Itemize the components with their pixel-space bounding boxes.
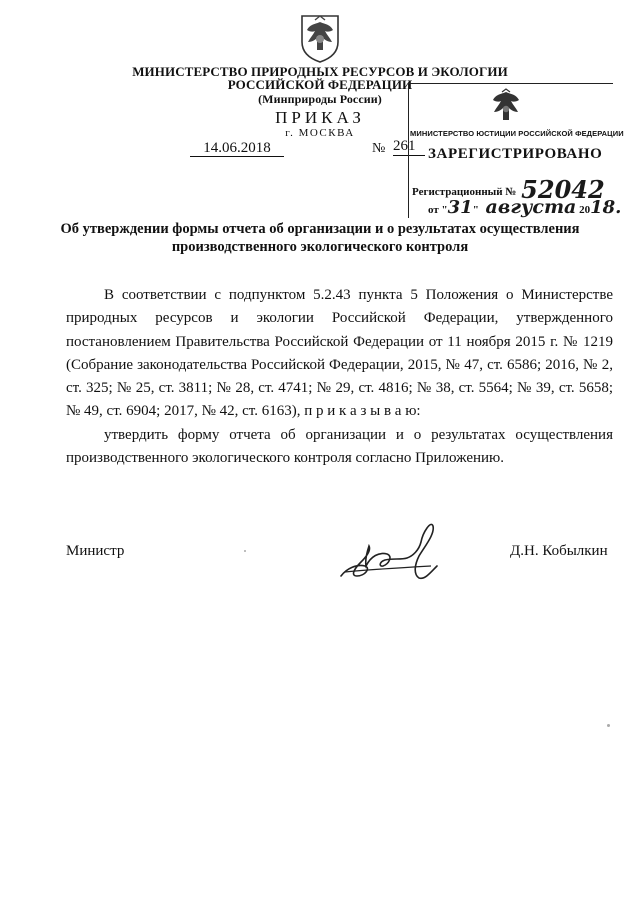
stamp-date-year-prefix: 20 [579,204,591,216]
scan-speck [607,724,610,727]
stamp-date-year: 18. [590,197,622,218]
stamp-reg-number: 52042 [521,175,605,204]
stamp-date-prefix: от " [428,204,448,216]
ministry-name-line1: МИНИСТЕРСТВО ПРИРОДНЫХ РЕСУРСОВ И ЭКОЛОГИИ [132,64,508,79]
signatory-name: Д.Н. Кобылкин [510,543,608,559]
scan-speck [244,550,246,552]
coat-of-arms-icon [296,12,344,64]
stamp-reg-label: Регистрационный № [412,186,517,198]
ministry-name-line2: РОССИЙСКОЙ ФЕДЕРАЦИИ [227,77,413,92]
stamp-date-day: 31 [447,197,473,218]
document-type: ПРИКАЗ [275,108,365,127]
signatory-position: Министр [66,543,125,559]
document-number: 261 [393,138,425,156]
stamp-ministry: МИНИСТЕРСТВО ЮСТИЦИИ РОССИЙСКОЙ ФЕДЕРАЦИИ [410,129,624,138]
document-title [60,220,580,256]
title-line1: Об утверждении формы отчета об организации и о результатах осуществления [60,221,580,237]
stamp-registered: ЗАРЕГИСТРИРОВАНО [428,146,603,162]
document-city: г. МОСКВА [285,127,355,139]
number-sign: № [372,141,386,156]
stamp-date-month: августа [485,196,577,218]
ministry-short-name: (Минприроды России) [258,92,382,106]
document-date: 14.06.2018 [190,140,284,157]
document-body [66,284,613,470]
title-line2: производственного экологического контроля [171,239,469,255]
stamp-eagle-icon [488,88,524,126]
handwritten-signature [335,516,455,586]
stamp-date-line: от "31" августа 2018. [428,196,622,218]
body-paragraph-1: В соответствии с подпунктом 5.2.43 пункта 5 Положения о Министерстве природных ресурсов и экологии Российской Федерации, утвержденного постановлением Правительства Российской Федерации от 11 ноября 2015 г. № 1219 (Собрание законодательства Российской Федерации, 2015, № 47, ст. 6586; 2016, № 2, ст. 325; № 25, ст. 3811; № 28, ст. 4741; № 29, ст. 4816; № 38, ст. 5564; № 39, ст. 5658; № 49, ст. 6904; 2017, № 42, ст. 6163), п р и к а з ы в а ю: [66,287,613,420]
body-paragraph-2: утвердить форму отчета об организации и о результатах осуществления производственного экологического контроля согласно Приложению. [66,426,613,467]
